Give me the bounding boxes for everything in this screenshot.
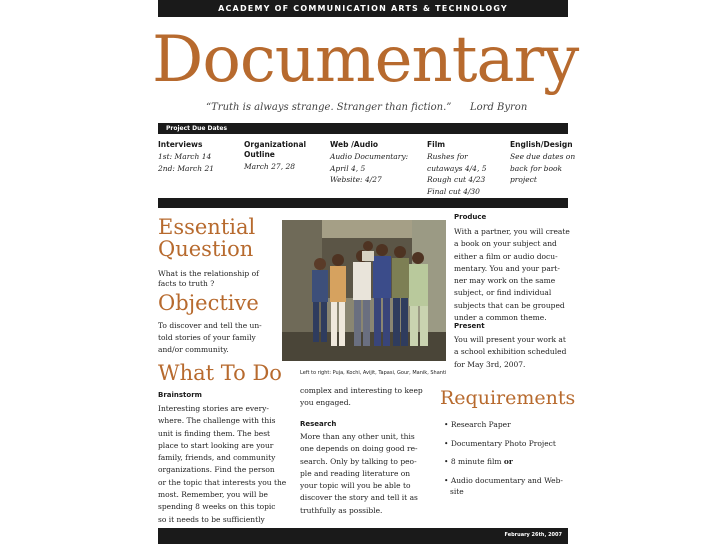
due-line: project: [510, 175, 537, 184]
due-line: 1st: March 14: [158, 152, 212, 161]
requirement-item: • Audio documentary and Web- site: [444, 475, 563, 496]
text-line: and/or community.: [158, 345, 229, 354]
requirement-bold: or: [503, 457, 513, 466]
requirement-text: 8 minute film: [450, 457, 504, 466]
text-line: What is the relationship of: [158, 269, 259, 278]
brainstorm-text: [158, 403, 290, 526]
due-col-film: [427, 140, 507, 197]
due-dates-label: Project Due Dates: [166, 125, 228, 132]
section-divider-bar: [158, 198, 568, 208]
group-photo: [282, 220, 446, 361]
text-line: told stories of your family: [158, 333, 256, 342]
due-col-heading: English/Design: [510, 140, 573, 149]
requirement-text: Audio documentary and Web-: [450, 475, 563, 485]
heading-line: Question: [158, 237, 254, 262]
text-line: you engaged.: [300, 398, 351, 408]
text-line: under a common theme.: [454, 313, 547, 323]
due-line: Rushes for: [427, 152, 468, 161]
due-line: Rough cut 4/23: [427, 175, 486, 184]
text-line: a book on your subject and: [454, 239, 557, 249]
footer-date: February 26th, 2007: [504, 532, 562, 538]
text-line: for May 3rd, 2007.: [454, 359, 526, 369]
due-col-english-design: [510, 140, 576, 186]
text-line: ple and reading literature on: [300, 468, 411, 478]
due-line: Final cut 4/30: [427, 186, 480, 196]
produce-heading: Produce: [454, 213, 487, 221]
text-line: subject, or find individual: [454, 288, 552, 298]
due-col-heading: Interviews: [158, 140, 203, 149]
text-line: subjects that can be grouped: [454, 300, 565, 310]
text-line: To discover and tell the un-: [158, 321, 262, 330]
requirement-item: • 8 minute film or: [444, 457, 513, 466]
due-col-interviews: [158, 140, 242, 174]
present-heading: Present: [454, 322, 485, 330]
text-line: facts to truth ?: [158, 279, 215, 288]
objective-text: [158, 320, 280, 356]
text-line: You will present your work at: [454, 335, 566, 344]
text-line: so it needs to be sufficiently: [158, 514, 265, 524]
text-line: truthfully as possible.: [300, 505, 383, 515]
requirement-text: Research Paper: [450, 420, 511, 429]
text-line: More than any other unit, this: [300, 432, 415, 441]
text-line: complex and interesting to keep: [300, 386, 423, 395]
requirements-list: [444, 419, 570, 498]
essential-question-heading: [158, 216, 255, 260]
due-col-heading: Film: [427, 140, 446, 149]
text-line: spending 8 weeks on this topic: [158, 502, 276, 512]
due-line: See due dates on: [510, 152, 576, 161]
text-line: place to start looking are your: [158, 440, 274, 450]
requirement-item: • Research Paper: [444, 420, 511, 429]
objective-heading: Objective: [158, 291, 259, 315]
text-line: a school exhibition scheduled: [454, 347, 567, 357]
research-heading: Research: [300, 420, 337, 428]
title-quote: “Truth is always strange. Stranger than fiction.”: [206, 102, 452, 113]
brainstorm-heading: Brainstorm: [158, 391, 202, 399]
text-line: With a partner, you will create: [454, 227, 570, 236]
due-col-heading: Web /Audio: [330, 140, 379, 149]
requirements-heading: Requirements: [440, 387, 576, 409]
produce-text: [454, 226, 574, 324]
text-line: where. The challenge with this: [158, 416, 276, 426]
due-col-heading-2: Outline: [244, 150, 275, 159]
text-line: discover the story and tell it as: [300, 493, 418, 503]
text-line: or the topic that interests you the: [158, 477, 287, 487]
text-line: mentary. You and your part-: [454, 263, 560, 273]
text-line: family, friends, and community: [158, 453, 276, 463]
text-line: search. Only by talking to peo-: [300, 456, 417, 466]
text-line: your topic will you be able to: [300, 481, 411, 491]
due-line: Audio Documentary:: [330, 152, 409, 161]
due-line: Website: 4/27: [330, 175, 382, 184]
photo-caption: Left to right: Puja, Kochi, Avijit, Tapasi, Gour, Manik, Shanti: [300, 370, 447, 376]
quote-author: Lord Byron: [470, 102, 528, 113]
due-line: back for book: [510, 163, 563, 173]
requirement-text-2: site: [450, 487, 464, 496]
requirement-text: Documentary Photo Project: [450, 438, 556, 448]
what-to-do-heading: What To Do: [158, 361, 282, 385]
text-line: one depends on doing good re-: [300, 444, 418, 454]
text-line: organizations. Find the person: [158, 465, 275, 475]
present-text: [454, 334, 574, 371]
heading-line: Essential: [158, 215, 256, 239]
research-text: [300, 431, 450, 517]
due-line: April 4, 5: [330, 163, 366, 173]
essential-question-text: [158, 269, 278, 289]
due-col-outline: [244, 140, 328, 173]
text-line: Interesting stories are every-: [158, 404, 269, 413]
requirement-item: • Documentary Photo Project: [444, 438, 556, 448]
text-line: most. Remember, you will be: [158, 490, 268, 500]
due-col-web-audio: [330, 140, 422, 186]
due-line: cutaways 4/4, 5: [427, 163, 487, 173]
page-title: Documentary: [152, 23, 579, 97]
due-line: March 27, 28: [244, 162, 296, 171]
text-line: ner may work on the same: [454, 276, 556, 286]
school-banner: ACADEMY OF COMMUNICATION ARTS & TECHNOLOGY: [158, 0, 568, 17]
due-col-heading: Organizational: [244, 140, 307, 149]
text-line: either a film or audio docu-: [454, 251, 558, 261]
due-line: 2nd: March 21: [158, 163, 215, 173]
text-line: unit is finding them. The best: [158, 428, 271, 438]
brainstorm-continued: [300, 385, 450, 410]
